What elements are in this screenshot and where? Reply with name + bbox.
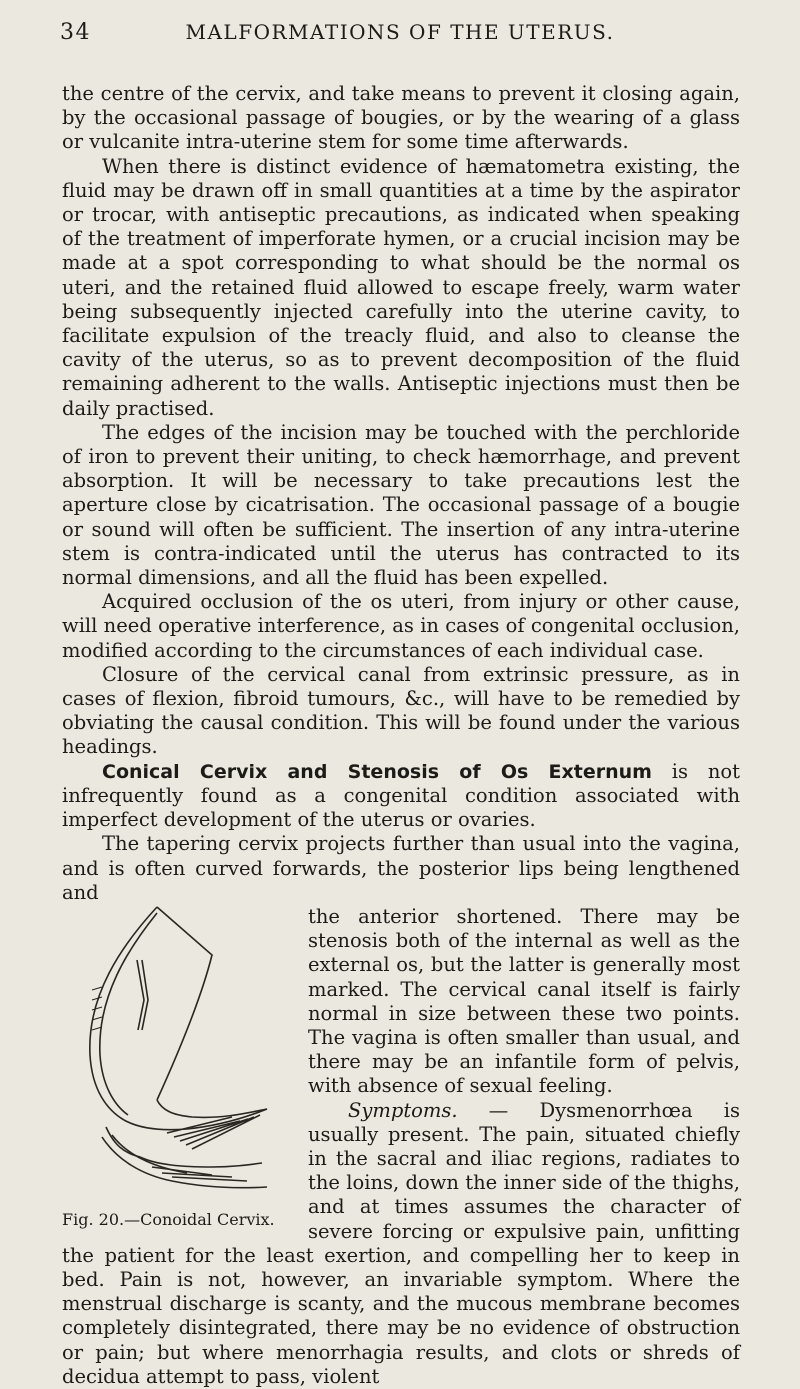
body-text — [62, 82, 740, 1389]
running-title: MALFORMATIONS OF THE UTERUS. — [185, 20, 615, 44]
page-header — [60, 20, 740, 45]
paragraph-7-continued: the anterior shortened. There may be stenosis both of the internal as well as the external os, but the latter is generally most marked. The cervical canal itself is fairly normal in size between these two points. The vagina is often smaller than usual, and there may be an infantile form of pelvis, with absence of sexual feeling. — [308, 904, 740, 1098]
paragraph-7: The tapering cervix projects further than usual into the vagina, and is often curved forwards, the posterior lips being lengthened and — [62, 832, 740, 904]
cervix-illustration-icon — [62, 905, 296, 1205]
symptoms-label: Symptoms. — [348, 1098, 458, 1122]
paragraph-2: When there is distinct evidence of hæmatometra existing, the fluid may be drawn off in small quantities at a time by the aspirator or trocar, with antiseptic precautions, as indicated when speaking of the treatment of imperforate hymen, or a crucial incision may be made at a spot corresponding to what should be the normal os uteri, and the retained fluid allowed to escape freely, warm water being subsequently injected carefully into the uterine cavity, to facilitate expulsion of the treacly fluid, and also to cleanse the cavity of the uterus, so as to prevent decomposition of the fluid remaining adherent to the walls. Antiseptic injections must then be daily practised. — [62, 154, 740, 420]
figure-conoidal-cervix — [62, 905, 296, 1240]
paragraph-6 — [62, 760, 740, 833]
section-intro: is not infrequently found as a congenital condition associated with imperfect development of the uterus or ovaries. — [62, 759, 740, 832]
paragraph-1: the centre of the cervix, and take means to prevent it closing again, by the occasional passage of bougies, or by the wearing of a glass or vulcanite intra-uterine stem for some time afterwards. — [62, 82, 740, 154]
symptoms-text: — Dysmenorrhœa is usually present. The pain, situated chiefly in the sacral and iliac regions, radiates to the loins, down the inner side of the thighs, and at times assumes the character of severe forcing or expulsive pain, unfitting the patient for the least exertion, and compelling her to keep in bed. Pain is not, however, an invariable symptom. Where the menstrual discharge is scanty, and the mucous membrane becomes completely disintegrated, there may be no evidence of obstruction or pain; but where menorrhagia results, and clots or shreds of decidua attempt to pass, violent — [62, 1098, 740, 1388]
page-number: 34 — [60, 20, 91, 45]
paragraph-3: The edges of the incision may be touched with the perchloride of iron to prevent their uniting, to check hæmorrhage, and prevent absorption. It will be necessary to take precautions lest the aperture close by cicatrisation. The occasional passage of a bougie or sound will often be sufficient. The insertion of any intra-uterine stem is contra-indicated until the uterus has contracted to its normal dimensions, and all the fluid has been expelled. — [62, 420, 740, 590]
paragraph-5: Closure of the cervical canal from extrinsic pressure, as in cases of flexion, fibroid tumours, &c., will have to be remedied by obviating the causal condition. This will be found under the various headings. — [62, 662, 740, 759]
figure-caption: Fig. 20.—Conoidal Cervix. — [62, 1209, 275, 1229]
paragraph-4: Acquired occlusion of the os uteri, from injury or other cause, will need operative interference, as in cases of congenital occlusion, modified according to the circumstances of each individual case. — [62, 590, 740, 662]
section-heading: Conical Cervix and Stenosis of Os Externum — [102, 760, 652, 783]
